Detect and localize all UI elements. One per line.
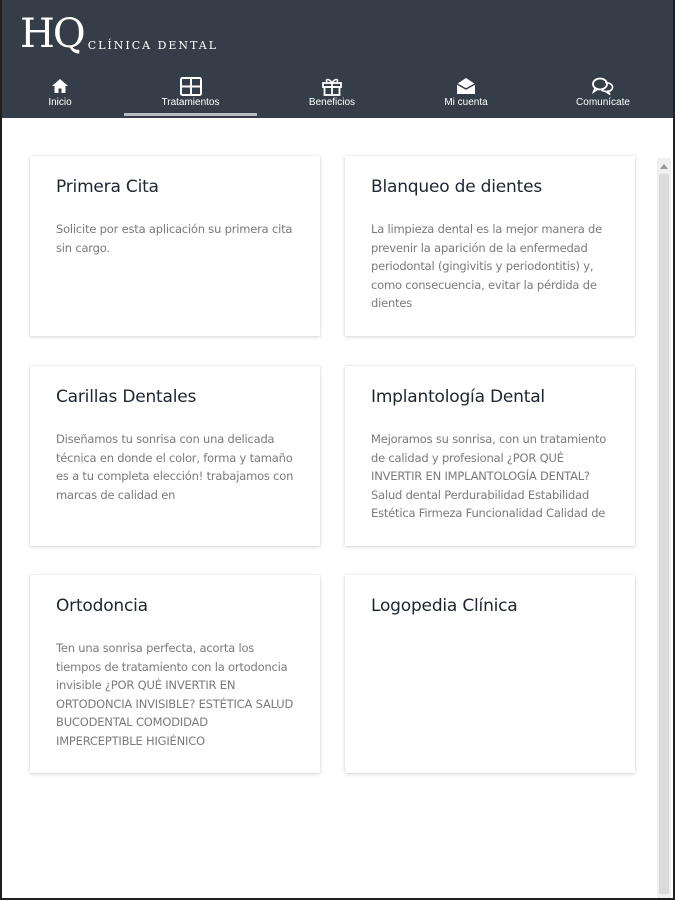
card-description: Solicite por esta aplicación su primera cita sin cargo. — [56, 222, 293, 255]
scroll-up-arrow-icon[interactable] — [660, 164, 668, 169]
logo-text: CLÍNICA DENTAL — [87, 39, 219, 52]
nav-label: Inicio — [48, 97, 72, 108]
logo-mark: HQ — [20, 11, 84, 57]
treatment-card[interactable] — [30, 156, 320, 336]
treatments-list — [2, 118, 660, 900]
nav-tab-inicio[interactable] — [30, 76, 90, 116]
nav-label: Tratamientos — [161, 97, 220, 108]
card-title: Blanqueo de dientes — [371, 177, 542, 197]
nav-label: Beneficios — [308, 97, 356, 108]
card-description: Ten una sonrisa perfecta, acorta los tiempos de tratamiento con la ortodoncia invisible ¿POR QUÉ INVERTIR EN ORTODONCIA INVISIBLE? ESTÉTICA SALUD BUCODENTAL COMODIDAD IMPERCEPTIBLE HIGIÉNICO — [56, 641, 294, 748]
card-title: Ortodoncia — [56, 596, 148, 616]
treatment-card[interactable] — [30, 366, 320, 546]
envelope-open-icon — [455, 76, 477, 96]
nav-label: Comunícate — [576, 97, 630, 108]
card-description: Diseñamos tu sonrisa con una delicada técnica en donde el color, forma y tamaño es a tu completa elección! trabajamos con marcas de calidad en — [56, 432, 294, 502]
card-title: Carillas Dentales — [56, 387, 197, 407]
gift-icon — [321, 76, 343, 96]
treatment-card[interactable] — [345, 575, 635, 773]
card-title: Implantología Dental — [371, 387, 545, 407]
card-description: La limpieza dental es la mejor manera de prevenir la aparición de la enfermedad periodontal (gingivitis y periodontitis) y, como consecuencia, evitar la pérdida de dientes — [371, 222, 603, 310]
card-description: Mejoramos su sonrisa, con un tratamiento de calidad y profesional ¿POR QUÉ INVERTIR EN IMPLANTOLOGÍA DENTAL? Salud dental Perdurabilidad Estabilidad Estética Firmeza Funcionalidad Calidad de — [371, 432, 607, 520]
card-title: Logopedia Clínica — [371, 596, 518, 616]
nav-tab-comunicate[interactable] — [570, 76, 636, 116]
clinic-logo — [20, 11, 219, 57]
home-icon — [51, 76, 69, 96]
treatment-card[interactable] — [345, 156, 635, 336]
chat-bubbles-icon — [591, 76, 615, 96]
nav-label: Mi cuenta — [444, 97, 488, 108]
vertical-scrollbar[interactable] — [657, 158, 671, 900]
card-title: Primera Cita — [56, 177, 159, 197]
nav-tab-beneficios[interactable] — [300, 76, 364, 116]
nav-tab-tratamientos[interactable] — [124, 76, 257, 116]
scrollbar-thumb[interactable] — [659, 174, 669, 894]
treatment-card[interactable] — [345, 366, 635, 546]
grid-icon — [180, 76, 202, 96]
nav-tab-mi-cuenta[interactable] — [434, 76, 498, 116]
bottom-tab-nav — [2, 76, 675, 116]
app-header — [2, 0, 675, 118]
treatment-card[interactable] — [30, 575, 320, 773]
